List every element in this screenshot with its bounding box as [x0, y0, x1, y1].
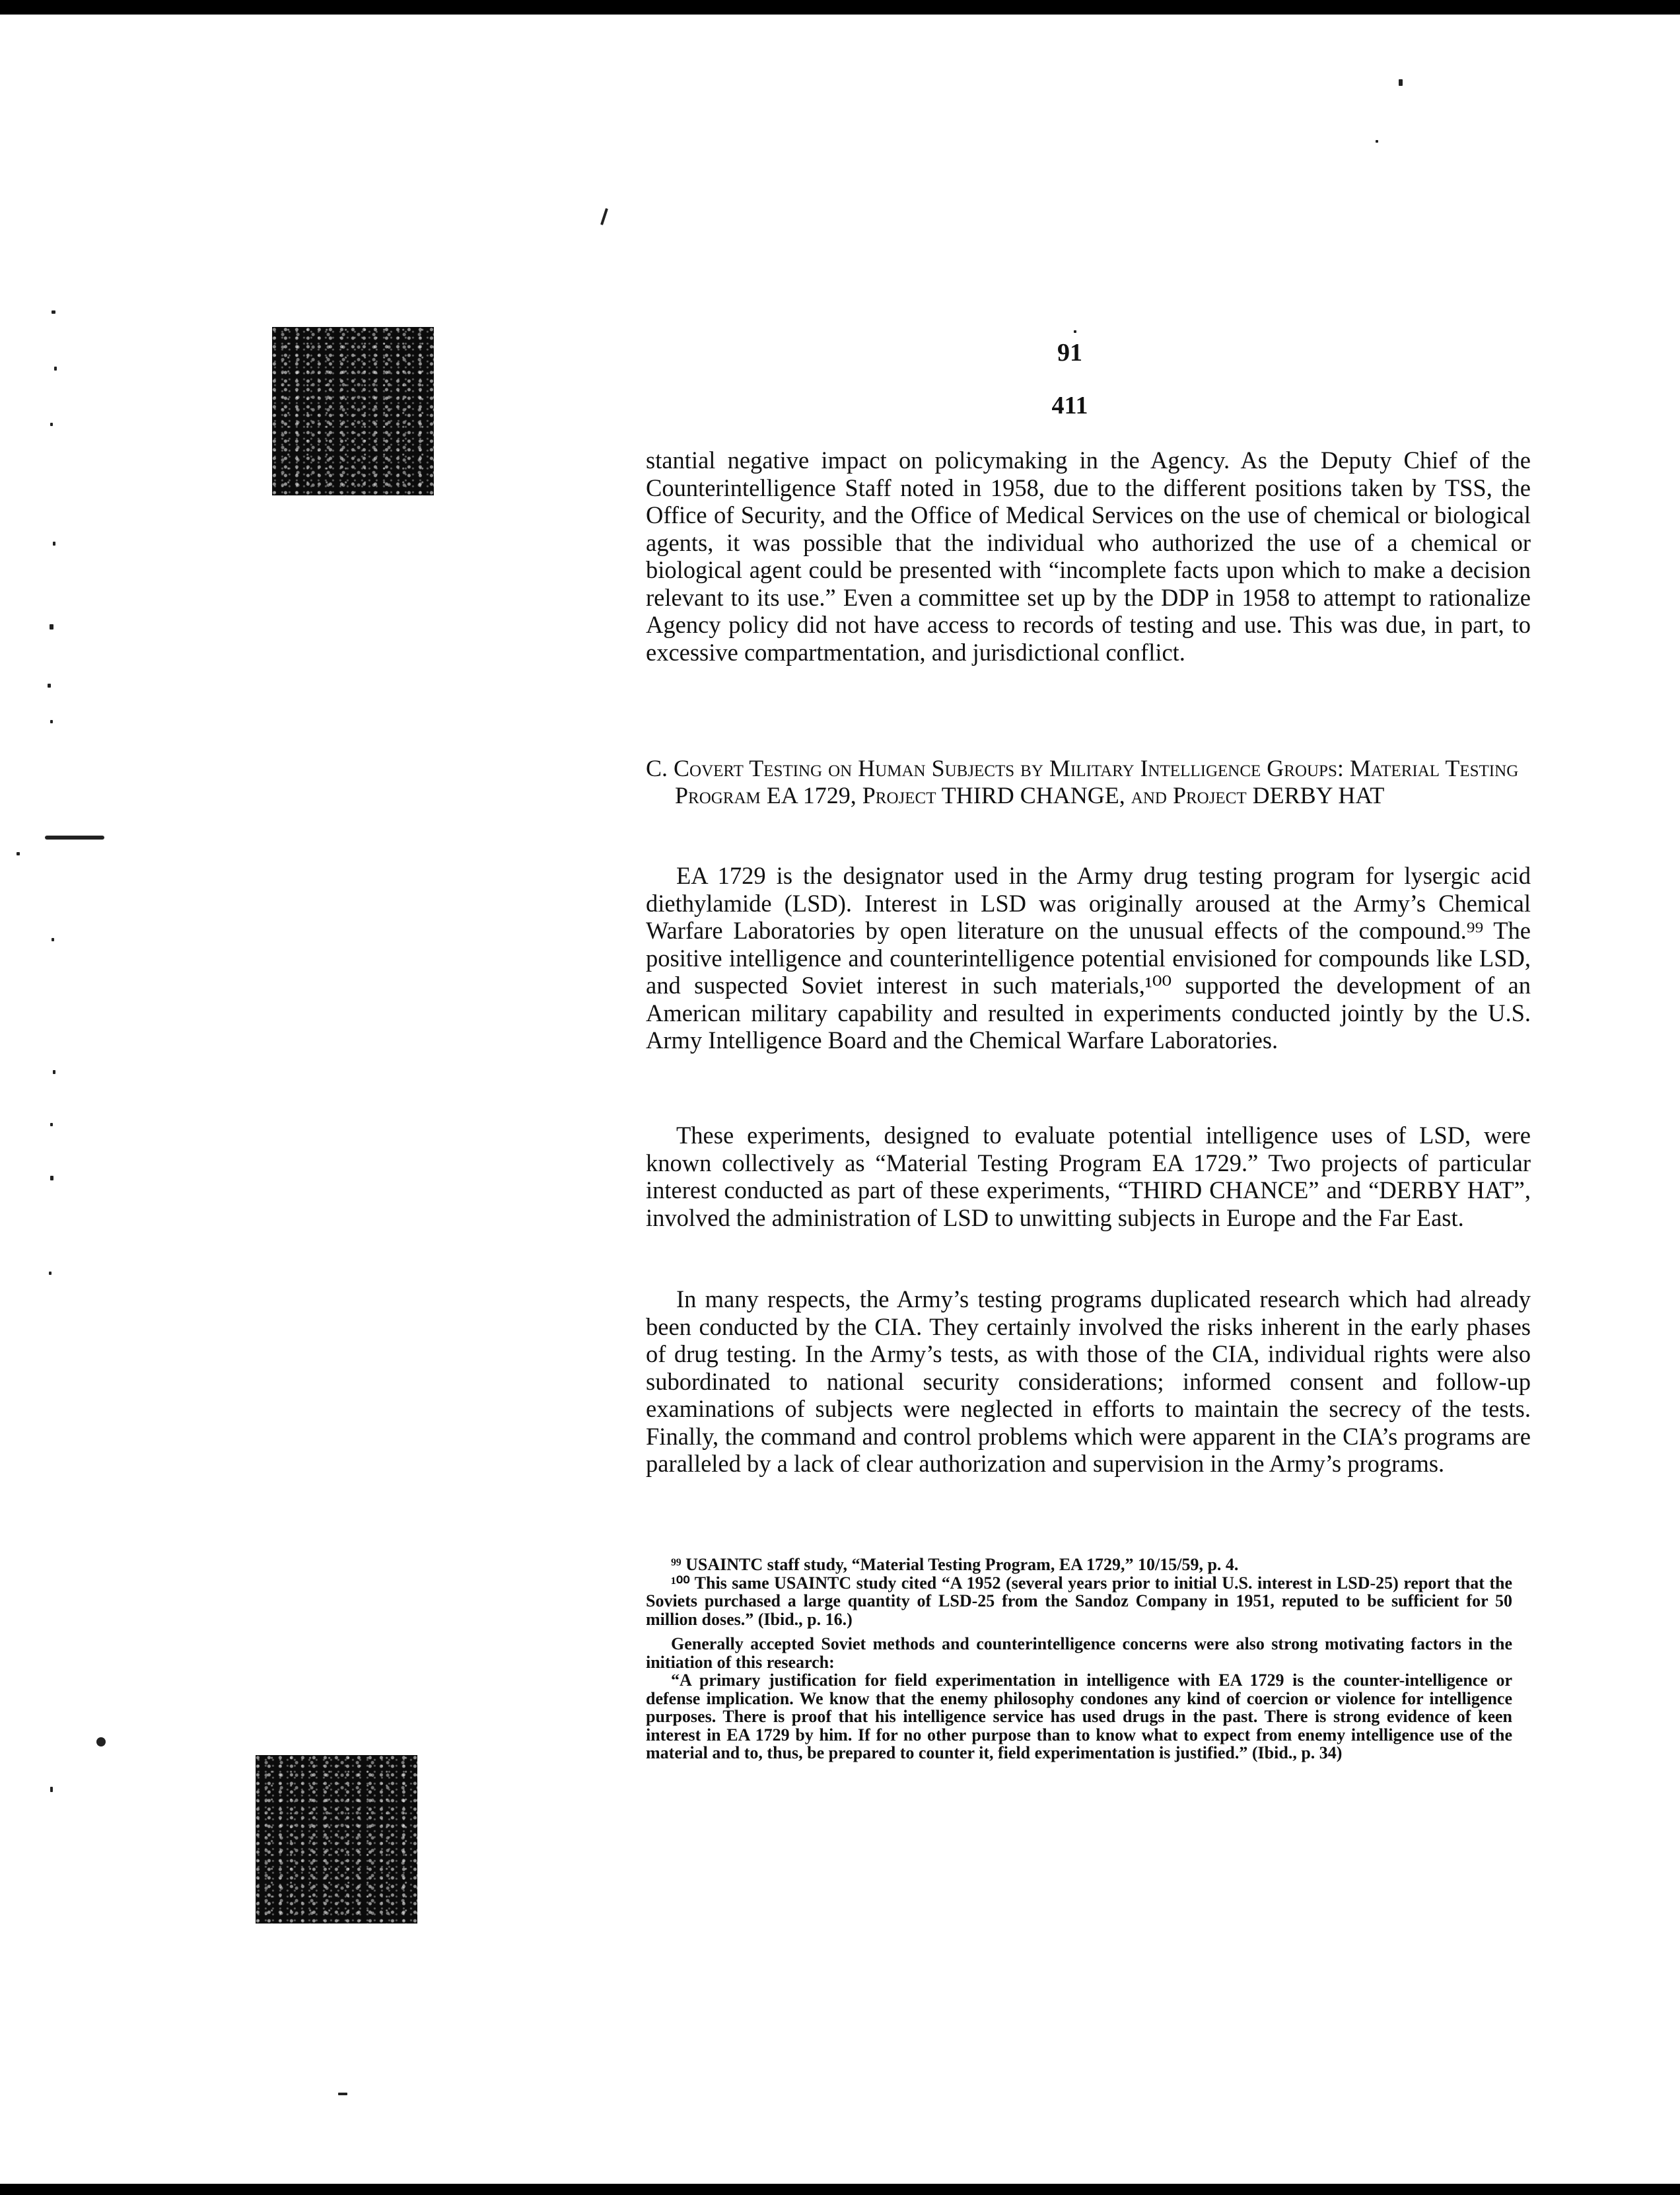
scan-speck [96, 1737, 106, 1746]
intro-paragraph-block [646, 447, 1531, 666]
respects-paragraph: In many respects, the Army’s testing programs duplicated research which had already been conducted by the CIA. They certainly involved the risks inherent in the early phases of drug testing. In the Army’s tests, as with those of the CIA, individual rights were also subordinated to national security considerations; informed consent and follow-up examinations of subjects were neglected in efforts to maintain the secrecy of the tests. Finally, the command and control problems which were apparent in the CIA’s programs are paralleled by a lack of clear authorization and supervision in the Army’s programs. [646, 1285, 1531, 1477]
scan-speck [17, 852, 20, 855]
redaction-block-bottom [256, 1755, 417, 1924]
scan-speck [50, 423, 53, 426]
ea1729-paragraph: EA 1729 is the designator used in the Army drug testing program for lysergic acid diethylamide (LSD). Interest in LSD was originally aroused at the Army’s Chemical Warfare Laboratories by open literature on the unusual effects of the compound.⁹⁹ The positive intelligence and counterintelligence potential envisioned for compounds like LSD, and suspected Soviet interest in such materials,¹⁰⁰ supported the development of an American military capability and resulted in experiments conducted jointly by the U.S. Army Intelligence Board and the Chemical Warfare Laboratories. [646, 862, 1531, 1054]
scan-bottom-border [0, 2184, 1680, 2195]
scan-speck [1399, 79, 1403, 86]
section-heading: C. Covert Testing on Human Subjects by Military Intelligence Groups: Material Testing Program EA 1729, Project THIRD CHANGE, and Project DERBY HAT [646, 755, 1519, 809]
footnote-100-continued: Generally accepted Soviet methods and counterintelligence concerns were also strong motivating factors in the initiation of this research: [646, 1634, 1512, 1672]
scan-speck [45, 836, 104, 840]
scan-speck [1074, 330, 1076, 333]
experiments-paragraph-block [646, 1122, 1531, 1231]
scan-speck [1376, 140, 1378, 143]
footnote-99: ⁹⁹ USAINTC staff study, “Material Testing Program, EA 1729,” 10/15/59, p. 4. [671, 1555, 1239, 1574]
footnotes [646, 1556, 1512, 1762]
scan-speck [50, 1787, 53, 1792]
ea1729-paragraph-block [646, 862, 1531, 1054]
redaction-block-top [272, 327, 434, 495]
scan-speck [54, 367, 57, 371]
page-number: 91 [1057, 339, 1082, 367]
scan-speck [48, 684, 51, 688]
footnote-100-quote: “A primary justification for field experimentation in intelligence with EA 1729 is the counter-intelligence or defense implication. We know that the enemy philosophy condones any kind of coercion or violence for intelligence purposes. There is proof that his intelligence service has used drugs in the past. There is strong evidence of keen interest in EA 1729 by him. If for no other purpose than to know what to expect from enemy intelligence use of the material and to, thus, be prepared to counter it, field experimentation is justified.” (Ibid., p. 34) [646, 1671, 1512, 1762]
scan-speck [52, 938, 54, 941]
scan-speck [50, 1176, 53, 1180]
scan-speck [53, 542, 55, 546]
scan-top-border [0, 0, 1680, 15]
intro-paragraph: stantial negative impact on policymaking in the Agency. As the Deputy Chief of the Counterintelligence Staff noted in 1958, due to the different positions taken by TSS, the Office of Security, and the Office of Medical Services on the use of chemical or biological agents, it was possible that the individual who authorized the use of a chemical or biological agent could be presented with “incomplete facts upon which to make a decision relevant to its use.” Even a committee set up by the DDP in 1958 to attempt to rationalize Agency policy did not have access to records of testing and use. This was due, in part, to excessive compartmentation, and jurisdictional conflict. [646, 447, 1531, 666]
scan-speck [338, 2093, 347, 2095]
footnote-100: ¹⁰⁰ This same USAINTC study cited “A 1952 (several years prior to initial U.S. interest in LSD-25) report that the Soviets purchased a large quantity of LSD-25 from the Sandoz Company in 1951, reputed to be sufficient for 50 million doses.” (Ibid., p. 16.) [646, 1573, 1512, 1629]
page-number-secondary: 411 [1051, 392, 1088, 419]
scan-speck [50, 720, 53, 723]
experiments-paragraph: These experiments, designed to evaluate potential intelligence uses of LSD, were known collectively as “Material Testing Program EA 1729.” Two projects of particular interest conducted as part of these experiments, “THIRD CHANCE” and “DERBY HAT”, involved the administration of LSD to unwitting subjects in Europe and the Far East. [646, 1122, 1531, 1231]
scan-speck [600, 208, 608, 225]
scan-speck [53, 1070, 55, 1074]
scan-speck [50, 1123, 53, 1126]
respects-paragraph-block [646, 1285, 1531, 1478]
scan-speck [49, 1272, 52, 1275]
scan-speck [50, 624, 53, 630]
scan-speck [52, 310, 55, 314]
